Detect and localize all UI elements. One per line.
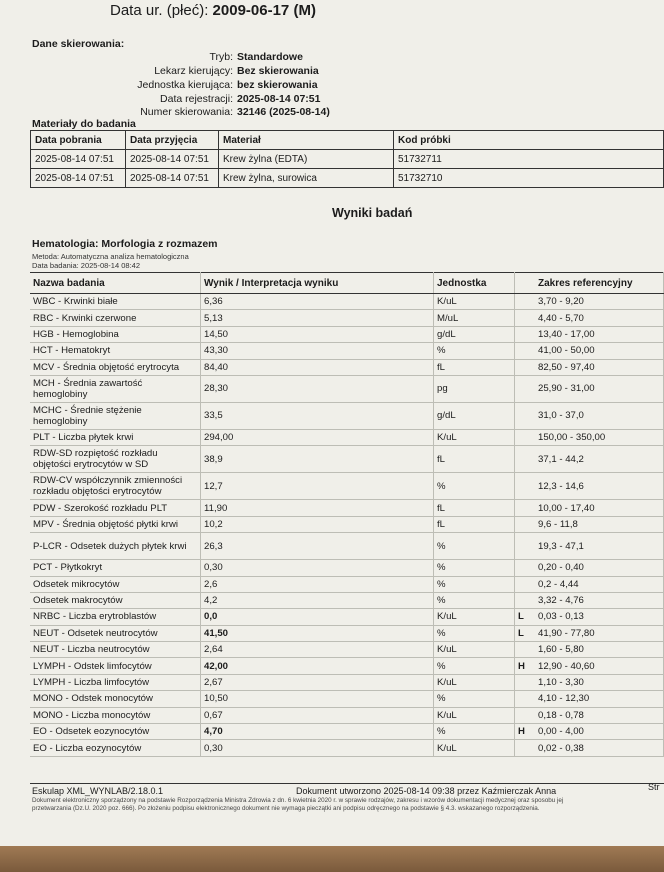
result-flag xyxy=(515,740,536,756)
materials-cell: 2025-08-14 07:51 xyxy=(31,150,126,169)
result-name: MONO - Odstek monocytów xyxy=(30,691,201,707)
result-range: 150,00 - 350,00 xyxy=(535,429,664,445)
result-unit: g/dL xyxy=(434,402,515,429)
result-row xyxy=(30,429,664,445)
result-range: 3,32 - 4,76 xyxy=(535,592,664,608)
result-value: 0,30 xyxy=(201,740,434,756)
result-name: RDW-SD rozpiętość rozkładu objętości erytrocytów w SD xyxy=(30,446,201,473)
result-unit: % xyxy=(434,576,515,592)
result-name: HCT - Hematokryt xyxy=(30,343,201,359)
result-unit: pg xyxy=(434,375,515,402)
result-flag xyxy=(515,375,536,402)
result-name: PDW - Szerokość rozkładu PLT xyxy=(30,500,201,516)
result-range: 0,18 - 0,78 xyxy=(535,707,664,723)
materials-cell: 2025-08-14 07:51 xyxy=(126,169,219,188)
result-row xyxy=(30,658,664,674)
result-value: 28,30 xyxy=(201,375,434,402)
result-row xyxy=(30,375,664,402)
result-name: PCT - Płytkokryt xyxy=(30,560,201,576)
result-flag: L xyxy=(515,625,536,641)
results-title: Wyniki badań xyxy=(332,206,413,220)
results-table xyxy=(30,272,664,757)
footer-system: Eskulap XML_WYNLAB/2.18.0.1 xyxy=(32,786,164,796)
result-flag xyxy=(515,343,536,359)
result-range: 1,60 - 5,80 xyxy=(535,642,664,658)
result-row xyxy=(30,691,664,707)
results-body xyxy=(30,294,664,757)
materials-cell: 2025-08-14 07:51 xyxy=(31,169,126,188)
referral-value-unit: bez skierowania xyxy=(237,79,318,91)
materials-table xyxy=(30,130,664,188)
materials-col-received-date: Data przyjęcia xyxy=(126,131,219,150)
result-range: 0,2 - 4,44 xyxy=(535,576,664,592)
materials-cell: 51732711 xyxy=(394,150,664,169)
result-row xyxy=(30,609,664,625)
results-col-name: Nazwa badania xyxy=(30,273,201,294)
footer-page: Str xyxy=(648,782,660,792)
result-unit: % xyxy=(434,592,515,608)
result-value: 42,00 xyxy=(201,658,434,674)
result-value: 5,13 xyxy=(201,310,434,326)
result-row xyxy=(30,294,664,310)
result-range: 3,70 - 9,20 xyxy=(535,294,664,310)
result-name: HGB - Hemoglobina xyxy=(30,326,201,342)
result-name: WBC - Krwinki białe xyxy=(30,294,201,310)
result-row xyxy=(30,576,664,592)
result-flag: L xyxy=(515,609,536,625)
result-value: 0,67 xyxy=(201,707,434,723)
result-flag xyxy=(515,674,536,690)
result-range: 12,90 - 40,60 xyxy=(535,658,664,674)
result-flag xyxy=(515,500,536,516)
result-unit: fL xyxy=(434,359,515,375)
footer-legal-line-1: Dokument elektroniczny sporządzony na podstawie Rozporządzenia Ministra Zdrowia z dn. 6 kwietnia 2020 r. w sprawie rodzajów, zakresu i wzorów dokumentacji medycznej oraz sposobu jej xyxy=(32,797,564,804)
materials-cell: Krew żylna (EDTA) xyxy=(219,150,394,169)
result-unit: % xyxy=(434,473,515,500)
result-unit: % xyxy=(434,724,515,740)
results-col-value: Wynik / Interpretacja wyniku xyxy=(201,273,434,294)
result-name: NEUT - Odsetek neutrocytów xyxy=(30,625,201,641)
result-value: 38,9 xyxy=(201,446,434,473)
result-unit: % xyxy=(434,625,515,641)
result-value: 26,3 xyxy=(201,533,434,560)
referral-label-number: Numer skierowania: xyxy=(140,106,233,118)
result-range: 12,3 - 14,6 xyxy=(535,473,664,500)
result-unit: K/uL xyxy=(434,674,515,690)
result-value: 4,70 xyxy=(201,724,434,740)
result-value: 0,30 xyxy=(201,560,434,576)
result-row xyxy=(30,343,664,359)
result-unit: fL xyxy=(434,446,515,473)
result-value: 12,7 xyxy=(201,473,434,500)
result-row xyxy=(30,707,664,723)
result-flag xyxy=(515,691,536,707)
result-flag xyxy=(515,592,536,608)
result-name: LYMPH - Liczba limfocytów xyxy=(30,674,201,690)
panel-exam-date: Data badania: 2025-08-14 08:42 xyxy=(32,261,141,270)
result-range: 19,3 - 47,1 xyxy=(535,533,664,560)
referral-label-mode: Tryb: xyxy=(209,51,233,63)
materials-col-collection-date: Data pobrania xyxy=(31,131,126,150)
result-unit: K/uL xyxy=(434,429,515,445)
dob-label: Data ur. (płeć): xyxy=(110,2,209,19)
result-row xyxy=(30,359,664,375)
referral-label-registration: Data rejestracji: xyxy=(160,93,233,105)
result-row xyxy=(30,446,664,473)
referral-value-registration: 2025-08-14 07:51 xyxy=(237,93,321,105)
result-value: 43,30 xyxy=(201,343,434,359)
result-range: 41,00 - 50,00 xyxy=(535,343,664,359)
result-row xyxy=(30,740,664,756)
materials-cell: Krew żylna, surowica xyxy=(219,169,394,188)
result-flag xyxy=(515,560,536,576)
result-value: 2,67 xyxy=(201,674,434,690)
result-flag xyxy=(515,402,536,429)
result-range: 4,40 - 5,70 xyxy=(535,310,664,326)
result-name: LYMPH - Odstek limfocytów xyxy=(30,658,201,674)
result-range: 0,20 - 0,40 xyxy=(535,560,664,576)
result-unit: fL xyxy=(434,516,515,532)
result-name: NRBC - Liczba erytroblastów xyxy=(30,609,201,625)
panel-method: Metoda: Automatyczna analiza hematologiczna xyxy=(32,252,189,261)
result-name: EO - Liczba eozynocytów xyxy=(30,740,201,756)
result-row xyxy=(30,533,664,560)
result-range: 13,40 - 17,00 xyxy=(535,326,664,342)
result-name: RBC - Krwinki czerwone xyxy=(30,310,201,326)
result-name: Odsetek mikrocytów xyxy=(30,576,201,592)
result-name: MCV - Średnia objętość erytrocyta xyxy=(30,359,201,375)
result-unit: fL xyxy=(434,500,515,516)
referral-label-doctor: Lekarz kierujący: xyxy=(154,65,233,77)
result-name: RDW-CV współczynnik zmienności rozkładu objętości erytrocytów xyxy=(30,473,201,500)
result-row xyxy=(30,560,664,576)
result-unit: % xyxy=(434,533,515,560)
results-col-range: Zakres referencyjny xyxy=(535,273,664,294)
result-value: 0,0 xyxy=(201,609,434,625)
result-row xyxy=(30,642,664,658)
materials-col-material: Materiał xyxy=(219,131,394,150)
result-value: 84,40 xyxy=(201,359,434,375)
result-value: 10,2 xyxy=(201,516,434,532)
result-unit: M/uL xyxy=(434,310,515,326)
result-name: PLT - Liczba płytek krwi xyxy=(30,429,201,445)
result-range: 4,10 - 12,30 xyxy=(535,691,664,707)
result-unit: K/uL xyxy=(434,740,515,756)
sex-value: (M) xyxy=(293,2,316,19)
result-flag xyxy=(515,533,536,560)
result-range: 37,1 - 44,2 xyxy=(535,446,664,473)
result-value: 14,50 xyxy=(201,326,434,342)
table-surface xyxy=(0,846,664,872)
result-range: 82,50 - 97,40 xyxy=(535,359,664,375)
result-flag xyxy=(515,473,536,500)
result-range: 41,90 - 77,80 xyxy=(535,625,664,641)
result-row xyxy=(30,625,664,641)
result-name: MCHC - Średnie stężenie hemoglobiny xyxy=(30,402,201,429)
result-range: 25,90 - 31,00 xyxy=(535,375,664,402)
result-unit: % xyxy=(434,560,515,576)
result-range: 0,00 - 4,00 xyxy=(535,724,664,740)
result-flag xyxy=(515,310,536,326)
result-flag xyxy=(515,326,536,342)
materials-col-sample-code: Kod próbki xyxy=(394,131,664,150)
referral-label-unit: Jednostka kierująca: xyxy=(137,79,233,91)
result-row xyxy=(30,674,664,690)
result-value: 294,00 xyxy=(201,429,434,445)
result-value: 2,64 xyxy=(201,642,434,658)
result-unit: g/dL xyxy=(434,326,515,342)
result-flag xyxy=(515,707,536,723)
dob-value: 2009-06-17 xyxy=(212,2,290,19)
panel-title: Hematologia: Morfologia z rozmazem xyxy=(32,238,218,250)
result-row xyxy=(30,310,664,326)
result-value: 2,6 xyxy=(201,576,434,592)
result-range: 9,6 - 11,8 xyxy=(535,516,664,532)
result-flag xyxy=(515,642,536,658)
result-name: MPV - Średnia objętość płytki krwi xyxy=(30,516,201,532)
result-flag xyxy=(515,294,536,310)
result-value: 41,50 xyxy=(201,625,434,641)
result-name: EO - Odsetek eozynocytów xyxy=(30,724,201,740)
result-value: 6,36 xyxy=(201,294,434,310)
results-col-flag xyxy=(515,273,536,294)
result-flag xyxy=(515,446,536,473)
result-flag: H xyxy=(515,658,536,674)
result-range: 0,03 - 0,13 xyxy=(535,609,664,625)
referral-value-mode: Standardowe xyxy=(237,51,303,63)
referral-title: Dane skierowania: xyxy=(32,38,125,50)
result-flag xyxy=(515,516,536,532)
result-unit: K/uL xyxy=(434,609,515,625)
footer-created: Dokument utworzono 2025-08-14 09:38 przez Kaźmierczak Anna xyxy=(296,786,557,796)
materials-row xyxy=(31,150,664,169)
results-header-row xyxy=(30,273,664,294)
result-value: 4,2 xyxy=(201,592,434,608)
result-name: Odsetek makrocytów xyxy=(30,592,201,608)
result-flag xyxy=(515,359,536,375)
materials-row xyxy=(31,169,664,188)
result-name: P-LCR - Odsetek dużych płytek krwi xyxy=(30,533,201,560)
result-flag xyxy=(515,429,536,445)
result-flag: H xyxy=(515,724,536,740)
materials-cell: 2025-08-14 07:51 xyxy=(126,150,219,169)
materials-cell: 51732710 xyxy=(394,169,664,188)
result-flag xyxy=(515,576,536,592)
result-value: 10,50 xyxy=(201,691,434,707)
footer-divider xyxy=(30,783,664,784)
result-name: MONO - Liczba monocytów xyxy=(30,707,201,723)
result-name: MCH - Średnia zawartość hemoglobiny xyxy=(30,375,201,402)
result-row xyxy=(30,724,664,740)
footer-legal-line-2: przetwarzania (Dz.U. 2020 poz. 666). Po złożeniu podpisu elektronicznego dokument nie wymaga pieczątki ani podpisu odręcznego na podstawie § 4.3. wskazanego rozporządzenia. xyxy=(32,805,540,812)
result-name: NEUT - Liczba neutrocytów xyxy=(30,642,201,658)
result-unit: K/uL xyxy=(434,294,515,310)
result-range: 0,02 - 0,38 xyxy=(535,740,664,756)
result-unit: % xyxy=(434,343,515,359)
result-value: 33,5 xyxy=(201,402,434,429)
materials-title: Materiały do badania xyxy=(32,118,136,130)
result-range: 1,10 - 3,30 xyxy=(535,674,664,690)
result-unit: % xyxy=(434,691,515,707)
result-value: 11,90 xyxy=(201,500,434,516)
result-range: 10,00 - 17,40 xyxy=(535,500,664,516)
result-unit: K/uL xyxy=(434,707,515,723)
result-range: 31,0 - 37,0 xyxy=(535,402,664,429)
result-row xyxy=(30,326,664,342)
materials-header-row xyxy=(31,131,664,150)
result-row xyxy=(30,473,664,500)
result-unit: % xyxy=(434,658,515,674)
date-of-birth-line xyxy=(110,2,316,19)
referral-value-doctor: Bez skierowania xyxy=(237,65,319,77)
results-col-unit: Jednostka xyxy=(434,273,515,294)
referral-value-number: 32146 (2025-08-14) xyxy=(237,106,330,118)
result-row xyxy=(30,402,664,429)
result-row xyxy=(30,516,664,532)
result-unit: K/uL xyxy=(434,642,515,658)
result-row xyxy=(30,500,664,516)
result-row xyxy=(30,592,664,608)
